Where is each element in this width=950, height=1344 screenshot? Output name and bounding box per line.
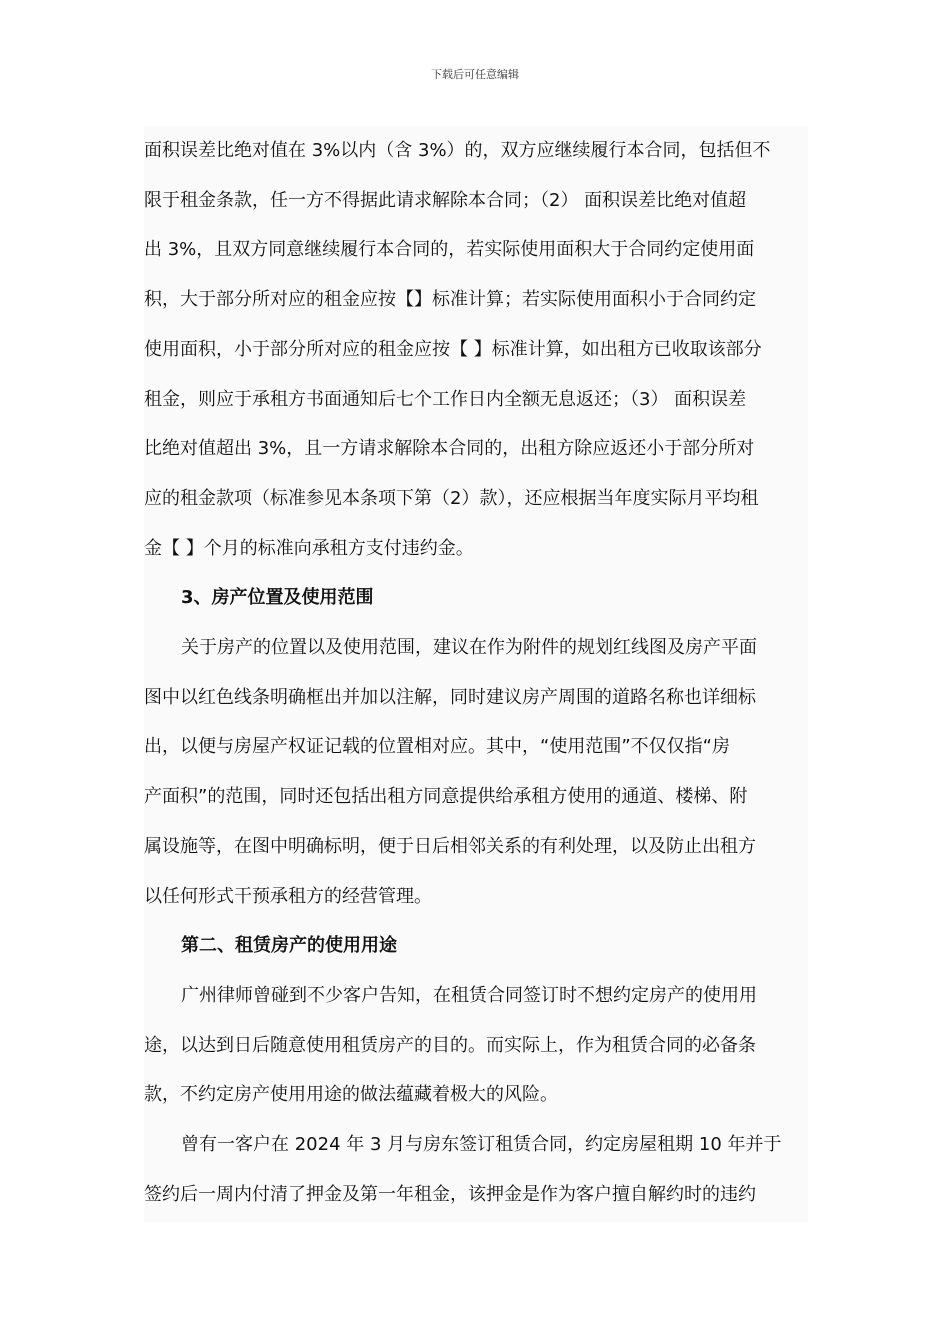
text-line: 签约后一周内付清了押金及第一年租金，该押金是作为客户擅自解约时的违约 [144, 1183, 756, 1205]
text-line: 产面积”的范围，同时还包括出租方同意提供给承租方使用的通道、楼梯、附 [144, 786, 748, 808]
text-line: 以任何形式干预承租方的经营管理。 [144, 885, 432, 907]
page-header: 下载后可任意编辑 [431, 68, 519, 81]
text-line: 金【 】个月的标准向承租方支付违约金。 [144, 537, 474, 559]
text-line: 广州律师曾碰到不少客户告知，在租赁合同签订时不想约定房产的使用用 [181, 984, 757, 1006]
text-line: 曾有一客户在 2024 年 3 月与房东签订租赁合同，约定房屋租期 10 年并于 [181, 1134, 782, 1155]
text-line: 出，以便与房屋产权证记载的位置相对应。其中，“使用范围”不仅仅指“房 [144, 736, 730, 758]
text-line: 关于房产的位置以及使用范围，建议在作为附件的规划红线图及房产平面 [181, 637, 757, 658]
text-line: 途，以达到日后随意使用租赁房产的目的。而实际上，作为租赁合同的必备条 [144, 1034, 756, 1056]
text-line: 图中以红色线条明确框出并加以注解，同时建议房产周围的道路名称也详细标 [144, 686, 756, 708]
text-line: 面积误差比绝对值在 3%以内（含 3%）的，双方应继续履行本合同，包括但不 [144, 140, 771, 161]
text-line: 积，大于部分所对应的租金应按【】标准计算；若实际使用面积小于合同约定 [144, 289, 756, 311]
section-heading: 3、房产位置及使用范围 [181, 587, 374, 609]
text-line: 款，不约定房产使用用途的做法蕴藏着极大的风险。 [144, 1084, 558, 1106]
text-line: 出 3%，且双方同意继续履行本合同的，若实际使用面积大于合同约定使用面 [144, 239, 755, 261]
section-heading: 第二、租赁房产的使用用途 [181, 935, 397, 957]
text-line: 属设施等，在图中明确标明，便于日后相邻关系的有利处理，以及防止出租方 [144, 835, 756, 857]
document-body [144, 126, 808, 1222]
text-line: 限于租金条款，任一方不得据此请求解除本合同；（2） 面积误差比绝对值超 [144, 189, 747, 211]
text-line: 租金，则应于承租方书面通知后七个工作日内全额无息返还；（3） 面积误差 [144, 388, 747, 410]
text-line: 使用面积，小于部分所对应的租金应按【 】标准计算，如出租方已收取该部分 [144, 338, 762, 360]
text-line: 应的租金款项（标准参见本条项下第（2）款），还应根据当年度实际月平均租 [144, 487, 759, 509]
text-line: 比绝对值超出 3%，且一方请求解除本合同的，出租方除应返还小于部分所对 [144, 438, 755, 460]
